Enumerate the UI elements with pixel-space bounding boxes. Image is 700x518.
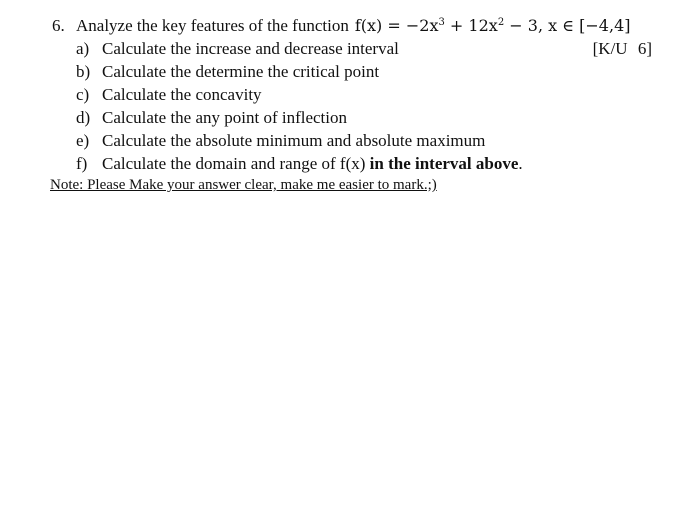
part-text: Calculate the determine the critical point [102,62,380,81]
part-e [52,129,662,152]
part-letter: b) [76,62,91,81]
part-text: Calculate the domain and range of f(x) [102,154,370,173]
marks-label: [K/U 6] [592,39,652,58]
function-exponent-2: 2 [497,17,505,28]
part-letter: f) [76,154,88,173]
part-end: . [518,154,523,173]
part-d [52,106,662,129]
part-letter: c) [76,85,90,104]
part-text: Calculate the concavity [102,85,262,104]
part-c [52,83,662,106]
note-text: Note: Please Make your answer clear, make me easier to mark.;) [50,177,437,193]
question-6 [52,14,662,175]
question-parts [52,37,662,175]
question-header [52,14,662,37]
part-letter: e) [76,131,90,150]
part-text: Calculate the absolute minimum and absolute maximum [102,131,486,150]
part-a [52,37,662,60]
part-letter: a) [76,39,90,58]
part-text: Calculate the any point of inflection [102,108,348,127]
question-number: 6. [52,16,65,35]
question-stem: Analyze the key features of the function [76,16,349,35]
part-text: Calculate the increase and decrease interval [102,39,399,58]
part-bold-text: in the interval above [369,154,519,173]
function-lhs: f(x) = −2x [354,16,439,35]
function-exponent-3: 3 [438,17,445,28]
function-rhs: − 3, x ∈ [−4,4] [504,16,631,35]
part-letter: d) [76,108,91,127]
part-b [52,60,662,83]
function-expression [355,14,631,37]
function-mid: + 12x [444,16,498,35]
part-f [52,152,662,175]
